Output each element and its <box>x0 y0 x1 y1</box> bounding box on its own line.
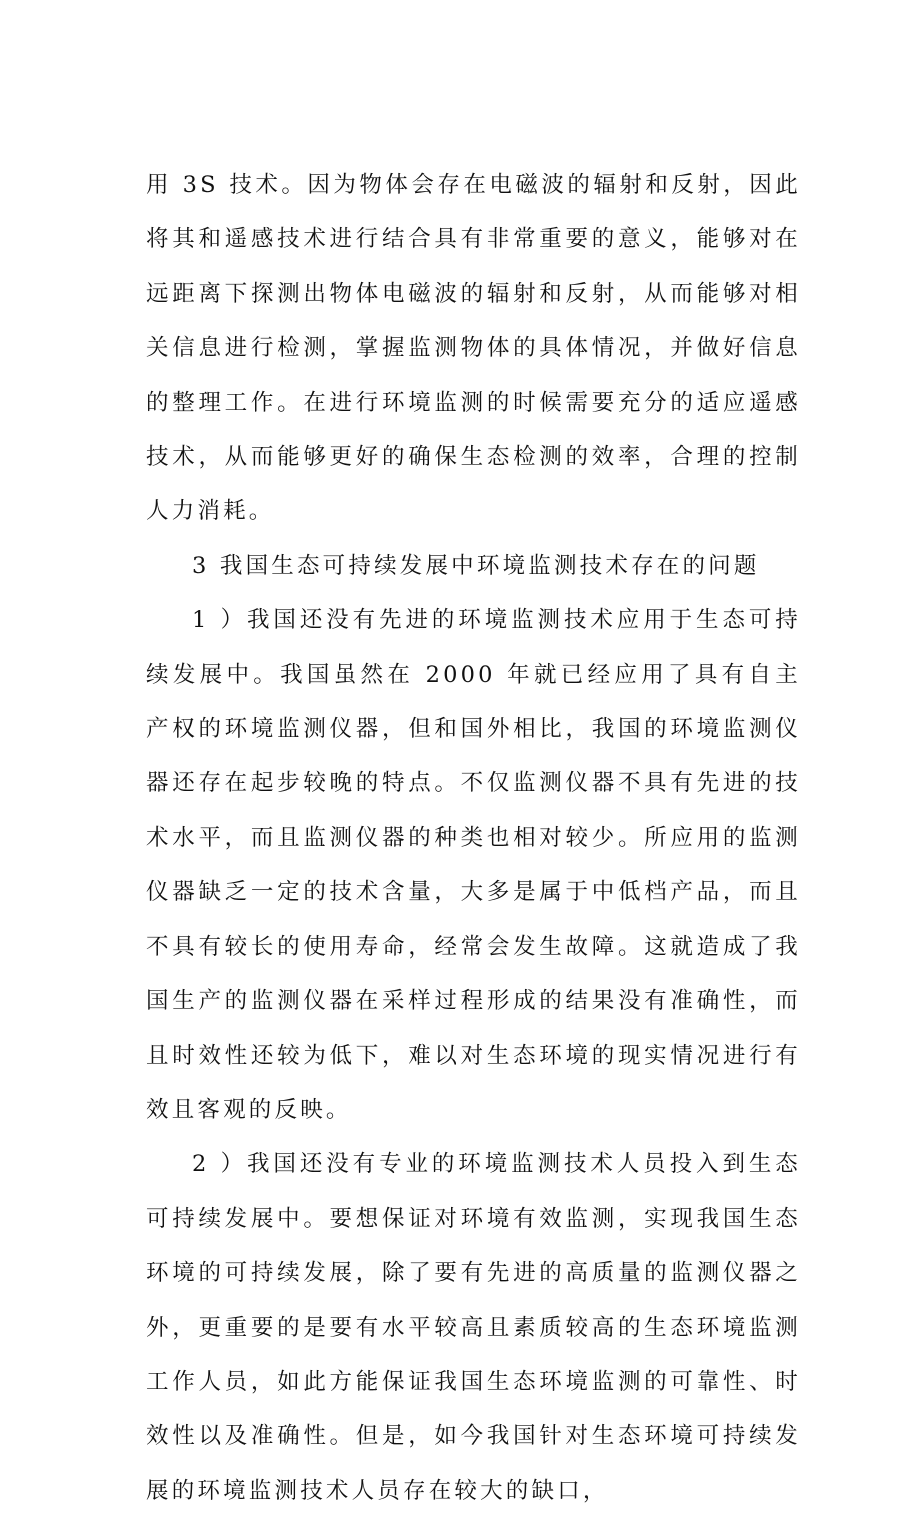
section-heading: 3 我国生态可持续发展中环境监测技术存在的问题 <box>192 552 760 579</box>
paragraph-item-2: 2 ）我国还没有专业的环境监测技术人员投入到生态可持续发展中。要想保证对环境有效监测，实现我国生态环境的可持续发展，除了要有先进的高质量的监测仪器之外，更重要的是要有水平较高且素质较高的生态环境监测工作人员，如此方能保证我国生态环境监测的可靠性、时效性以及准确性。但是，如今我国针对生态环境可持续发展的环境监测技术人员存在较大的缺口， <box>146 1151 801 1504</box>
paragraph-continuation: 用 3S 技术。因为物体会存在电磁波的辐射和反射，因此将其和遥感技术进行结合具有非常重要的意义，能够对在远距离下探测出物体电磁波的辐射和反射，从而能够对相关信息进行检测，掌握监测物体的具体情况，并做好信息的整理工作。在进行环境监测的时候需要充分的适应遥感技术，从而能够更好的确保生态检测的效率，合理的控制人力消耗。 <box>146 172 801 525</box>
body-text <box>146 158 801 1518</box>
paragraph-item-1: 1 ）我国还没有先进的环境监测技术应用于生态可持续发展中。我国虽然在 2000 年就已经应用了具有自主产权的环境监测仪器，但和国外相比，我国的环境监测仪器还存在起步较晚的特点。不仅监测仪器不具有先进的技术水平，而且监测仪器的种类也相对较少。所应用的监测仪器缺乏一定的技术含量，大多是属于中低档产品，而且不具有较长的使用寿命，经常会发生故障。这就造成了我国生产的监测仪器在采样过程形成的结果没有准确性，而且时效性还较为低下，难以对生态环境的现实情况进行有效且客观的反映。 <box>146 607 801 1123</box>
